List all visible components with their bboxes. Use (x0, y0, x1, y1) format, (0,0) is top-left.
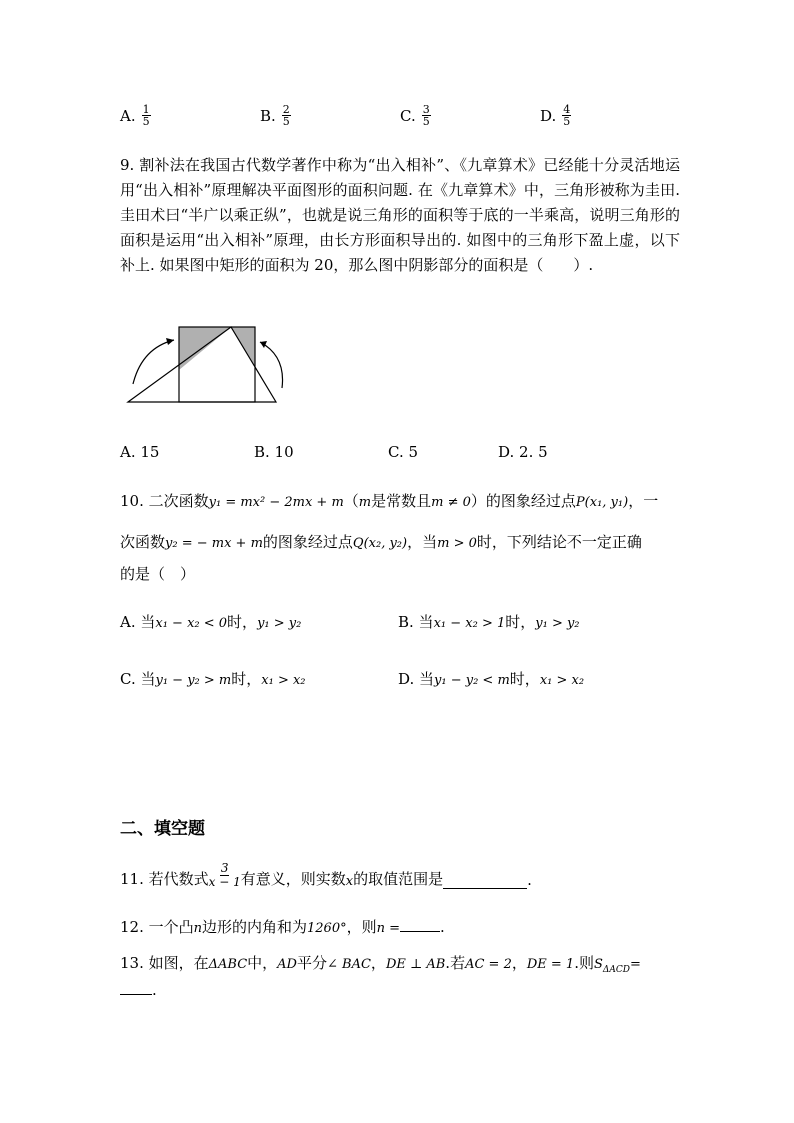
shaded-left (179, 327, 231, 370)
numerator: 4 (563, 103, 571, 116)
answer-blank[interactable] (400, 917, 440, 932)
fraction (142, 104, 151, 127)
result: y₁ > y₂ (257, 616, 302, 631)
q8-option-a (120, 104, 260, 127)
text: 13. 如图，在 (120, 954, 209, 972)
condition: m > 0 (437, 536, 477, 551)
denominator: 5 (142, 115, 150, 128)
condition: x₁ − x₂ > 1 (433, 616, 506, 631)
answer-blank[interactable] (443, 874, 527, 889)
fraction (209, 862, 241, 889)
q12 (120, 916, 445, 937)
text: 时， (505, 613, 536, 631)
text: . (440, 918, 445, 936)
text: ）的图象经过点 (470, 492, 576, 510)
q10-option-b (398, 611, 580, 632)
result: x₁ > x₂ (261, 673, 306, 688)
q9-figure (124, 318, 294, 408)
fraction (422, 104, 431, 127)
text: ，一 (628, 492, 659, 510)
numerator: 1 (142, 103, 150, 116)
q10-line-3: 的是（ ） (120, 565, 196, 583)
text: .若 (445, 954, 466, 972)
length-ac: AC = 2 (465, 957, 512, 972)
option-label: C. 当 (120, 670, 156, 688)
text: 有意义，则实数 (240, 870, 346, 888)
text: 时， (231, 670, 262, 688)
condition: x₁ − x₂ < 0 (155, 616, 228, 631)
option-label: C. (400, 106, 416, 125)
text: 是常数且 (371, 492, 432, 510)
q8-option-d (540, 104, 680, 127)
equals: = (630, 957, 641, 972)
option-label: D. 当 (398, 670, 435, 688)
perpendicular: DE ⊥ AB (385, 957, 446, 972)
var-m: m (358, 495, 372, 510)
text: 的图象经过点 (262, 533, 353, 551)
q10-option-a (120, 611, 301, 632)
text: 12. 一个凸 (120, 918, 194, 936)
point-p: P(x₁, y₁) (575, 495, 629, 510)
option-label: B. 当 (398, 613, 434, 631)
q10-line-1 (120, 490, 658, 511)
point-q: Q(x₂, y₂) (352, 536, 408, 551)
text: 10. 二次函数 (120, 492, 209, 510)
denominator: x − 1 (208, 875, 241, 889)
arrow-left-head (166, 338, 174, 345)
text: .则 (574, 954, 594, 972)
triangle-abc: ΔABC (208, 957, 248, 972)
q9-option-c: C. 5 (388, 443, 419, 461)
angle-bac: ∠ BAC (327, 957, 371, 972)
numerator: 3 (220, 861, 229, 875)
q8-option-c (400, 104, 540, 127)
condition: m ≠ 0 (431, 495, 471, 510)
text: 时， (227, 613, 258, 631)
length-de: DE = 1 (526, 957, 575, 972)
text: 中， (247, 954, 278, 972)
denominator: 5 (282, 115, 290, 128)
text: ，则 (346, 918, 377, 936)
arrow-left (133, 340, 174, 384)
numerator: 2 (282, 103, 290, 116)
denominator: 5 (422, 115, 430, 128)
var-n: n (193, 921, 202, 936)
arrow-right-head (260, 341, 267, 348)
text: . (527, 871, 532, 889)
text: （ (343, 492, 359, 510)
area-symbol: S (593, 957, 603, 972)
text: 11. 若代数式 (120, 870, 209, 888)
text: 时，下列结论不一定正确 (476, 533, 642, 551)
q9-option-d: D. 2. 5 (498, 443, 548, 461)
option-label: B. (260, 106, 276, 125)
text: . (152, 981, 157, 999)
formula-y2: y₂ = − mx + m (165, 536, 263, 551)
condition: y₁ − y₂ > m (155, 673, 232, 688)
denominator: 5 (563, 115, 571, 128)
text: 的取值范围是 (353, 870, 444, 888)
option-label: A. 当 (120, 613, 156, 631)
text: ， (511, 954, 527, 972)
result: y₁ > y₂ (535, 616, 580, 631)
q9-option-a: A. 15 (120, 443, 160, 461)
text: ， (370, 954, 386, 972)
q11 (120, 862, 532, 889)
option-label: D. (540, 106, 557, 125)
var-x: x (345, 874, 354, 889)
text: 边形的内角和为 (202, 918, 308, 936)
q9-options (120, 443, 680, 461)
q10-line-2 (120, 531, 642, 552)
angle-sum: 1260° (307, 921, 347, 936)
option-label: A. (120, 106, 136, 125)
equation: n = (376, 921, 401, 936)
fraction (562, 104, 571, 127)
q8-option-b (260, 104, 400, 127)
q8-options (120, 104, 680, 127)
area-subscript: ΔACD (602, 965, 630, 975)
answer-blank[interactable] (120, 980, 152, 995)
text: 平分 (296, 954, 327, 972)
section-heading: 二、填空题 (120, 819, 205, 839)
q9-option-b: B. 10 (254, 443, 294, 461)
q13-line-1 (120, 952, 641, 975)
condition: y₁ − y₂ < m (434, 673, 510, 688)
q10-option-c (120, 668, 306, 689)
q9-text: 9. 割补法在我国古代数学著作中称为“出入相补”、《九章算术》已经能十分灵活地运用“出入相补”原理解决平面图形的面积问题. 在《九章算术》中，三角形被称为圭田. 圭田术曰“半广以乘正纵”，也就是说三角形的面积等于底的一半乘高，说明三角形的面积是运用“出入相补”原理，由长方形面积导出的. 如图中的三角形下盈上虚，以下补上. 如果图中矩形的面积为 20，那么图中阴影部分的面积是（ ）. (120, 156, 680, 274)
numerator: 3 (422, 103, 430, 116)
formula-y1: y₁ = mx² − 2mx + m (208, 495, 344, 510)
text: 次函数 (120, 533, 166, 551)
text: 时， (509, 670, 540, 688)
fraction (282, 104, 291, 127)
text: ，当 (407, 533, 438, 551)
segment-ad: AD (277, 957, 297, 972)
q10-option-d (398, 668, 584, 689)
q13-line-2 (120, 980, 157, 999)
result: x₁ > x₂ (539, 673, 585, 688)
